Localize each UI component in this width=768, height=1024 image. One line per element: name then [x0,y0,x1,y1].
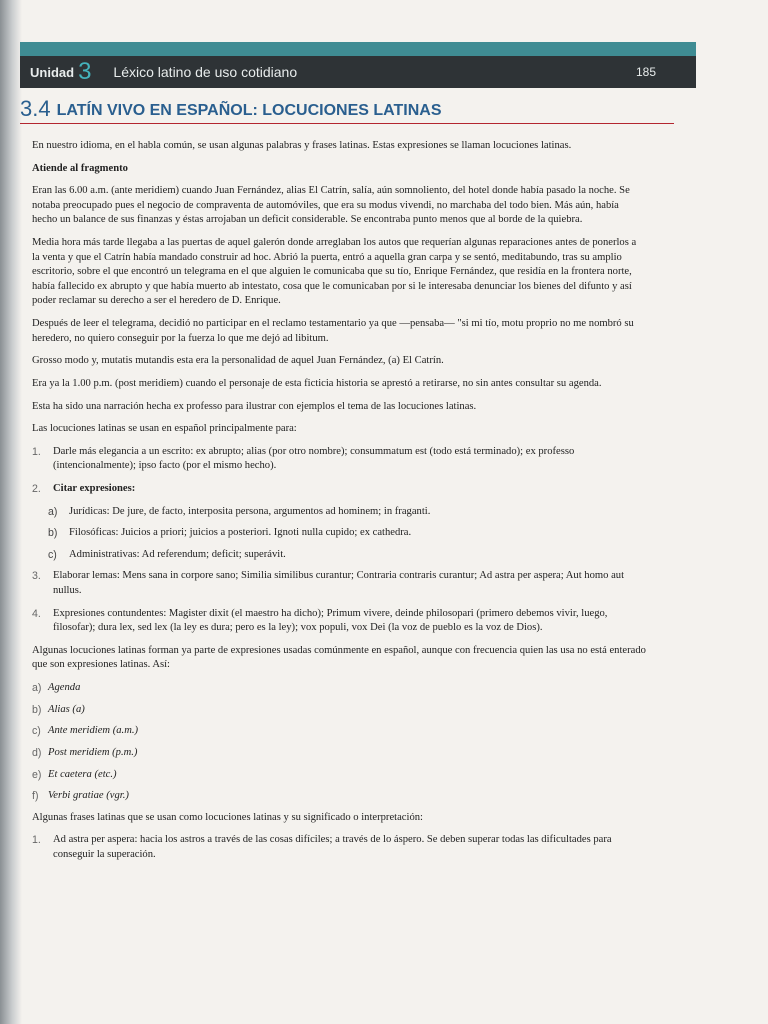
common-letter: e) [32,768,42,781]
common-letter: b) [32,703,42,716]
common-intro: Algunas locuciones latinas forman ya parte de expresiones usadas comúnmente en español, aunque con frecuencia quien las usa no está enterado que son expresiones latinas. Así: [32,644,646,671]
fragment-paragraph: Media hora más tarde llegaba a las puertas de aquel galerón donde arreglaban los autos que requerían algunas reparaciones antes de ponerlos a la venta y que el Catrín había mandado construir ad hoc. Abrió la puerta, entró a aquella gran carpa y se sentó, meditabundo, tras su amplio escritorio, sobre el que encontró un telegrama en el que alguien le comunicaba que su tío, Enrique Fernández, que residía en la frontera norte, había fallecido ex abrupto y que había muerto ab intestato, cosa que le comunicaban por si le interesaba denunciar los bienes del difunto y así poder reclamar su derecho a ser el heredero de D. Enrique. [32,237,637,307]
fragment-paragraph: Esta ha sido una narración hecha ex professo para ilustrar con ejemplos el tema de las locuciones latinas. [32,400,477,412]
phrase-text: Ad astra per aspera: hacia los astros a través de las cosas difíciles; a través de lo áspero. Se deben superar todas las dificultades para conseguir la superación. [53,834,612,860]
sub-list-item [32,548,646,563]
common-item [32,724,646,739]
fragment-paragraph: Grosso modo y, mutatis mutandis esta era la personalidad de aquel Juan Fernández, (a) El Catrín. [32,355,444,367]
common-item [32,789,646,804]
sub-item-text: Jurídicas: De jure, de facto, interposita persona, argumentos ad hominem; in fraganti. [69,505,431,517]
unit-label: Unidad [30,64,75,80]
list-item-text: Darle más elegancia a un escrito: ex abrupto; alias (por otro nombre); consummatum est (todo está terminado); ex professo (intencionalmente); ipso facto (por el mismo hecho). [53,445,575,472]
common-item [32,681,646,696]
sub-list-item [32,505,646,520]
unit-title: Léxico latino de uso cotidiano [113,64,298,80]
list-item [32,445,646,474]
list-item [32,569,646,598]
unit-number: 3 [78,58,92,85]
list-number: 3. [32,570,41,583]
common-text: Verbi gratiae (vgr.) [48,790,129,802]
common-letter: a) [32,682,42,695]
phrase-item [32,833,646,862]
fragment-paragraph: Era ya la 1.00 p.m. (post meridiem) cuando el personaje de esta ficticia historia se aprestó a retirarse, no sin antes consultar su agenda. [32,377,602,389]
atiende-heading: Atiende al fragmento [32,162,128,174]
common-text: Agenda [48,682,81,694]
page-binding-shadow [0,0,22,1024]
sub-item-text: Administrativas: Ad referendum; deficit; superávit. [69,548,286,560]
common-text: Ante meridiem (a.m.) [48,725,139,737]
common-letter: f) [32,790,39,803]
uses-intro: Las locuciones latinas se usan en español principalmente para: [32,423,297,435]
list-number: 4. [32,607,41,620]
list-item [32,482,646,497]
fragment-paragraph: Eran las 6.00 a.m. (ante meridiem) cuando Juan Fernández, alias El Catrín, salía, aún somnoliento, del hotel donde había pasado la noche. Se notaba preocupado pues el negocio de compraventa de automóviles, que era su modus vivendi, no marchaba del todo bien. Más aún, había hecho un balance de sus finanzas y éstas arrojaban un deficit considerable. Se encontraba punto menos que al borde de la quiebra. [32,185,630,226]
sub-letter: b) [48,527,58,540]
phrase-number: 1. [32,834,41,847]
intro-paragraph: En nuestro idioma, en el habla común, se usan algunas palabras y frases latinas. Estas expresiones se llaman locuciones latinas. [32,140,572,151]
sub-letter: c) [48,548,57,561]
common-text: Post meridiem (p.m.) [48,746,138,758]
section-title: LATÍN VIVO EN ESPAÑOL: LOCUCIONES LATINAS [56,102,442,119]
list-number: 2. [32,482,41,495]
common-text: Alias (a) [48,703,85,715]
fragment-paragraph: Después de leer el telegrama, decidió no participar en el reclamo testamentario ya que —pensaba— "si mi tío, motu proprio no me nombró su heredero, no quiero conseguir por la fuerza lo que me dejó ad libitum. [32,318,634,344]
page-content [32,139,646,871]
sub-letter: a) [48,505,58,518]
page-number: 185 [635,65,656,79]
list-item-text: Citar expresiones: [53,482,136,494]
list-item [32,607,646,636]
section-heading [20,98,674,124]
sub-list-item [32,526,646,541]
common-item [32,768,646,783]
common-item [32,703,646,718]
sub-item-text: Filosóficas: Juicios a priori; juicios a posteriori. Ignoti nulla cupido; ex cathedra. [69,527,412,539]
list-item-text: Elaborar lemas: Mens sana in corpore sano; Similia similibus curantur; Contraria contraris curantur; Ad astra per aspera; Aut homo aut nullus. [53,570,625,597]
unit-header [20,42,696,88]
list-item-text: Expresiones contundentes: Magister dixit (el maestro ha dicho); Primum vivere, deinde philosopari (primero debemos vivir, luego, filosofar); dura lex, sed lex (la ley es dura; pero es la ley); vox populi, vox Dei (la voz de pueblo es la voz de Dios). [53,607,608,634]
common-letter: d) [32,746,42,759]
section-number: 3.4 [20,96,51,121]
common-letter: c) [32,725,41,738]
list-number: 1. [32,445,41,458]
phrases-intro: Algunas frases latinas que se usan como locuciones latinas y su significado o interpretación: [32,811,423,823]
common-item [32,746,646,761]
common-text: Et caetera (etc.) [48,768,117,780]
